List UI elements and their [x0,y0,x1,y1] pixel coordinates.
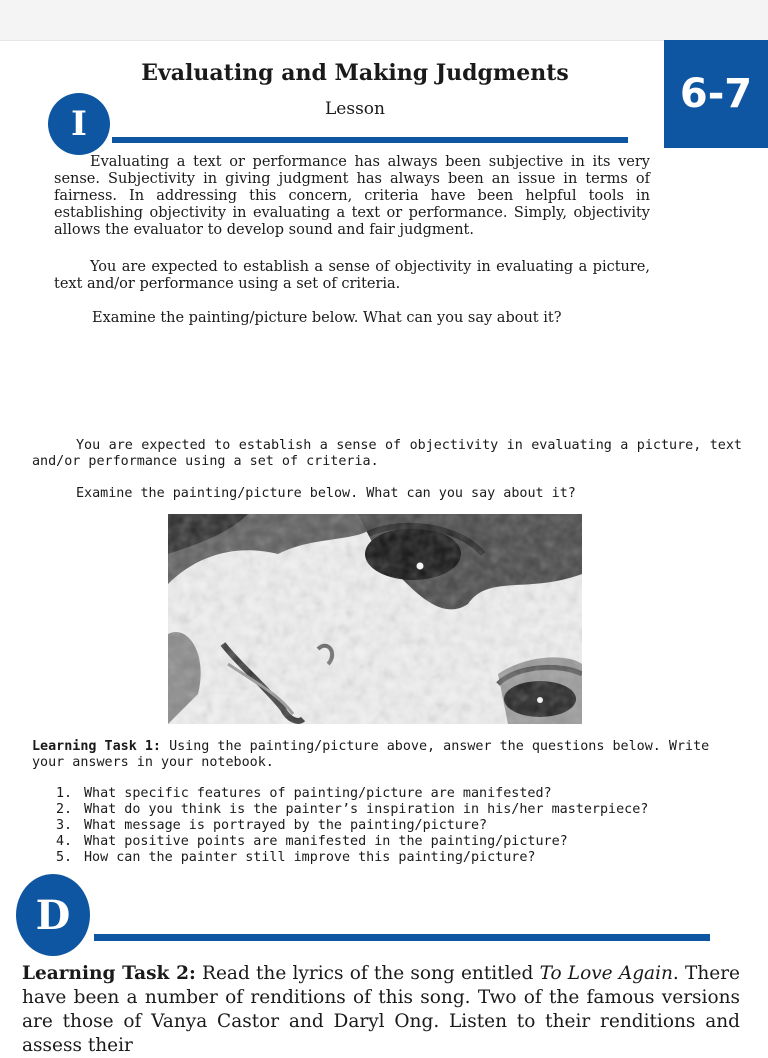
learning-task-2-text-before: Read the lyrics of the song entitled [202,963,534,984]
question-text: What positive points are manifested in the painting/picture? [84,834,568,849]
question-item [56,786,746,802]
intro-paragraph-2: You are expected to establish a sense of objectivity in evaluating a picture, text and/or performance using a set of criteria. [54,259,650,292]
repeat-paragraph-1: You are expected to establish a sense of objectivity in evaluating a picture, text and/or performance using a set of criteria. [32,438,742,469]
learning-task-2 [22,962,740,1058]
repeat-paragraph-2: Examine the painting/picture below. What can you say about it? [76,486,576,501]
learning-task-1-label: Learning Task 1: [32,739,161,754]
question-item [56,818,746,834]
section-d-rule [94,934,710,941]
question-item [56,850,746,866]
section-i-rule [112,137,628,143]
question-text: What specific features of painting/picture are manifested? [84,786,552,801]
intro-paragraph-3: Examine the painting/picture below. What can you say about it? [92,310,562,326]
question-number: 1. [56,786,73,801]
lesson-number-badge: 6-7 [664,40,768,148]
question-list [56,786,746,866]
lesson-subtitle: Lesson [325,99,385,119]
question-item [56,802,746,818]
question-text: What do you think is the painter’s inspiration in his/her masterpiece? [84,802,649,817]
painting-picture [168,514,582,724]
section-d-marker: D [16,874,90,956]
page-top-band [0,0,768,41]
song-title: To Love Again [539,963,673,984]
lesson-title: Evaluating and Making Judgments [141,60,569,86]
section-i-marker: I [48,93,110,155]
intro-paragraph-1: Evaluating a text or performance has always been subjective in its very sense. Subjectivity in giving judgment has always been an issue in terms of fairness. In addressing this concern, criteria have been helpful tools in establishing objectivity in evaluating a text or performance. Simply, objectivity allows the evaluator to develop sound and fair judgment. [54,154,650,238]
learning-task-1 [32,739,742,771]
question-text: How can the painter still improve this painting/picture? [84,850,536,865]
question-number: 4. [56,834,73,849]
question-number: 5. [56,850,73,865]
learning-task-2-label: Learning Task 2: [22,963,196,984]
learning-task-2-text-after: . There have been a number of renditions of this song. Two of the famous versions are those of Vanya Castor and Daryl Ong. Listen to their renditions and assess their [22,963,740,1056]
question-number: 3. [56,818,73,833]
question-text: What message is portrayed by the painting/picture? [84,818,488,833]
question-item [56,834,746,850]
learning-task-1-text: Using the painting/picture above, answer the questions below. Write your answers in your notebook. [32,739,710,770]
question-number: 2. [56,802,73,817]
